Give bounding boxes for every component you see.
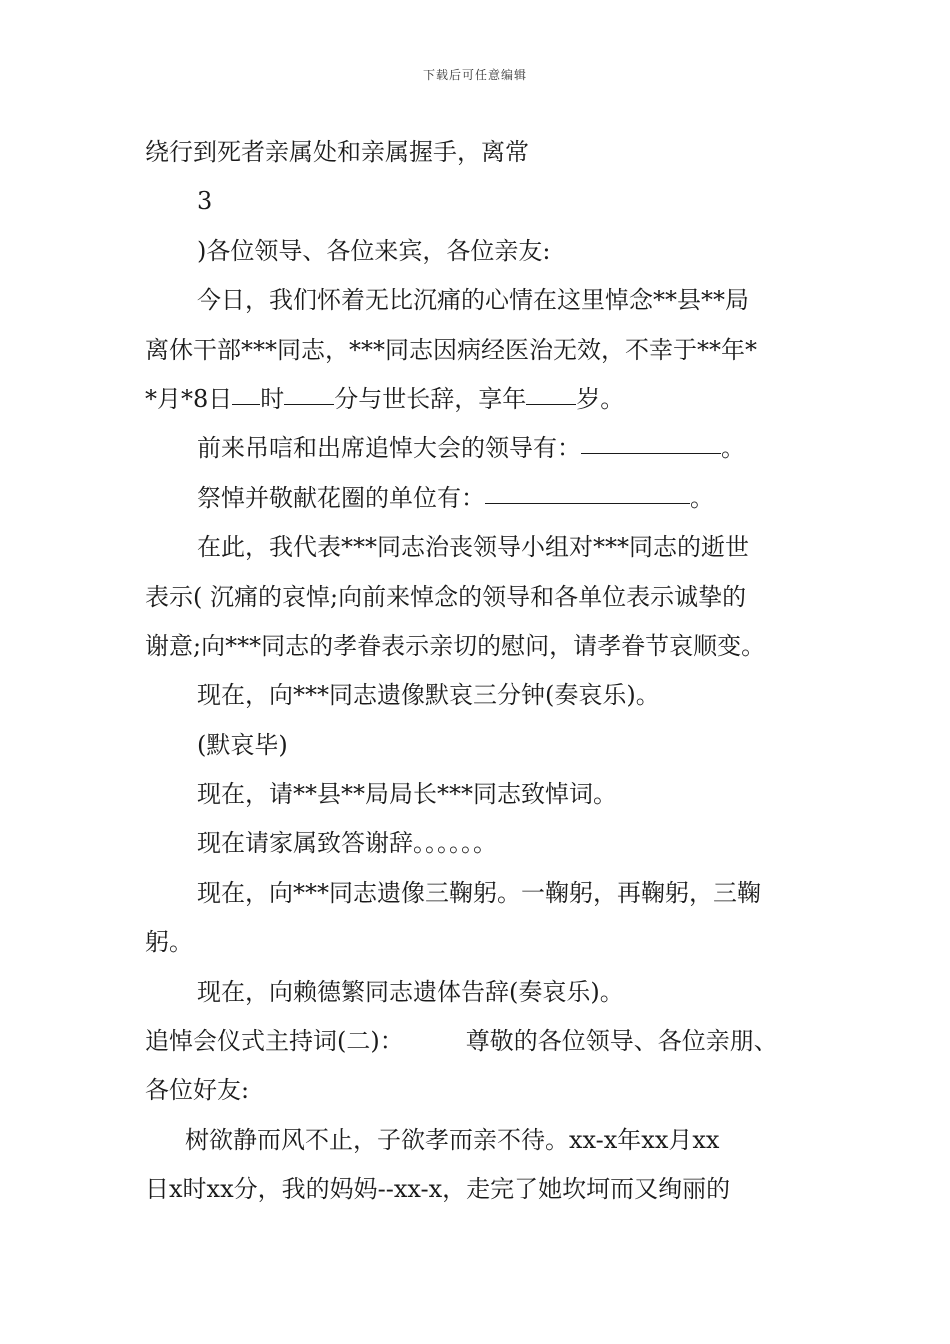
paragraph-line: 现在，向赖德繁同志遗体告辞(奏哀乐)。 bbox=[197, 977, 624, 1006]
period-text: 。 bbox=[690, 483, 714, 512]
paragraph-line: 今日，我们怀着无比沉痛的心情在这里悼念**县**局 bbox=[197, 286, 749, 315]
section-heading-line bbox=[145, 1017, 815, 1066]
paragraph-line: 现在，请**县**局局长***同志致悼词。 bbox=[197, 780, 617, 809]
document-body bbox=[145, 128, 815, 1215]
paragraph-line bbox=[145, 375, 815, 424]
fill-blank-hour bbox=[232, 380, 260, 405]
period-text: 。 bbox=[721, 434, 745, 463]
paragraph-line: 躬。 bbox=[145, 928, 193, 957]
fill-blank-units bbox=[485, 479, 690, 504]
greeting-line: )各位领导、各位来宾，各位亲友: bbox=[197, 236, 551, 265]
paragraph-line: 树欲静而风不止，子欲孝而亲不待。xx-x年xx月xx bbox=[185, 1125, 720, 1154]
date-text: *月*8日 bbox=[145, 384, 233, 413]
paragraph-line: 谢意;向***同志的孝眷表示亲切的慰问，请孝眷节哀顺变。 bbox=[145, 631, 766, 660]
header-note: 下载后可任意编辑 bbox=[422, 68, 527, 82]
paragraph-line bbox=[145, 474, 815, 523]
paragraph-line: 各位好友: bbox=[145, 1076, 250, 1105]
age-text: 岁。 bbox=[576, 384, 625, 413]
paragraph-line: 离休干部***同志，***同志因病经医治无效，不幸于**年* bbox=[145, 335, 757, 364]
paragraph-line bbox=[145, 424, 815, 473]
paragraph-line: 在此，我代表***同志治丧领导小组对***同志的逝世 bbox=[197, 533, 749, 562]
leaders-label: 前来吊唁和出席追悼大会的领导有： bbox=[197, 434, 581, 463]
units-label: 祭悼并敬献花圈的单位有： bbox=[197, 483, 485, 512]
fill-blank-minute bbox=[284, 380, 334, 405]
paragraph-line: 日x时xx分，我的妈妈--xx-x，走完了她坎坷而又绚丽的 bbox=[145, 1175, 731, 1204]
paragraph-line: 现在请家属致答谢辞。。。。。。 bbox=[197, 829, 497, 858]
paragraph-line: 现在，向***同志遗像默哀三分钟(奏哀乐)。 bbox=[197, 681, 660, 710]
paragraph-line: 现在，向***同志遗像三鞠躬。一鞠躬，再鞠躬，三鞠 bbox=[197, 878, 761, 907]
paragraph-line: 表示( 沉痛的哀悼;向前来悼念的领导和各单位表示诚挚的 bbox=[145, 582, 747, 611]
fill-blank-age bbox=[526, 380, 576, 405]
paragraph-line: (默哀毕) bbox=[197, 730, 288, 759]
hour-text: 时 bbox=[260, 384, 285, 413]
paragraph-line: 绕行到死者亲属处和亲属握手，离常 bbox=[145, 138, 529, 166]
page-number-text: 3 bbox=[197, 187, 213, 216]
greeting-text: 尊敬的各位领导、各位亲朋、 bbox=[465, 1027, 778, 1056]
fill-blank-leaders bbox=[581, 429, 721, 454]
minute-text: 分与世长辞，享年 bbox=[334, 384, 527, 413]
section-heading: 追悼会仪式主持词(二)： bbox=[145, 1027, 404, 1056]
